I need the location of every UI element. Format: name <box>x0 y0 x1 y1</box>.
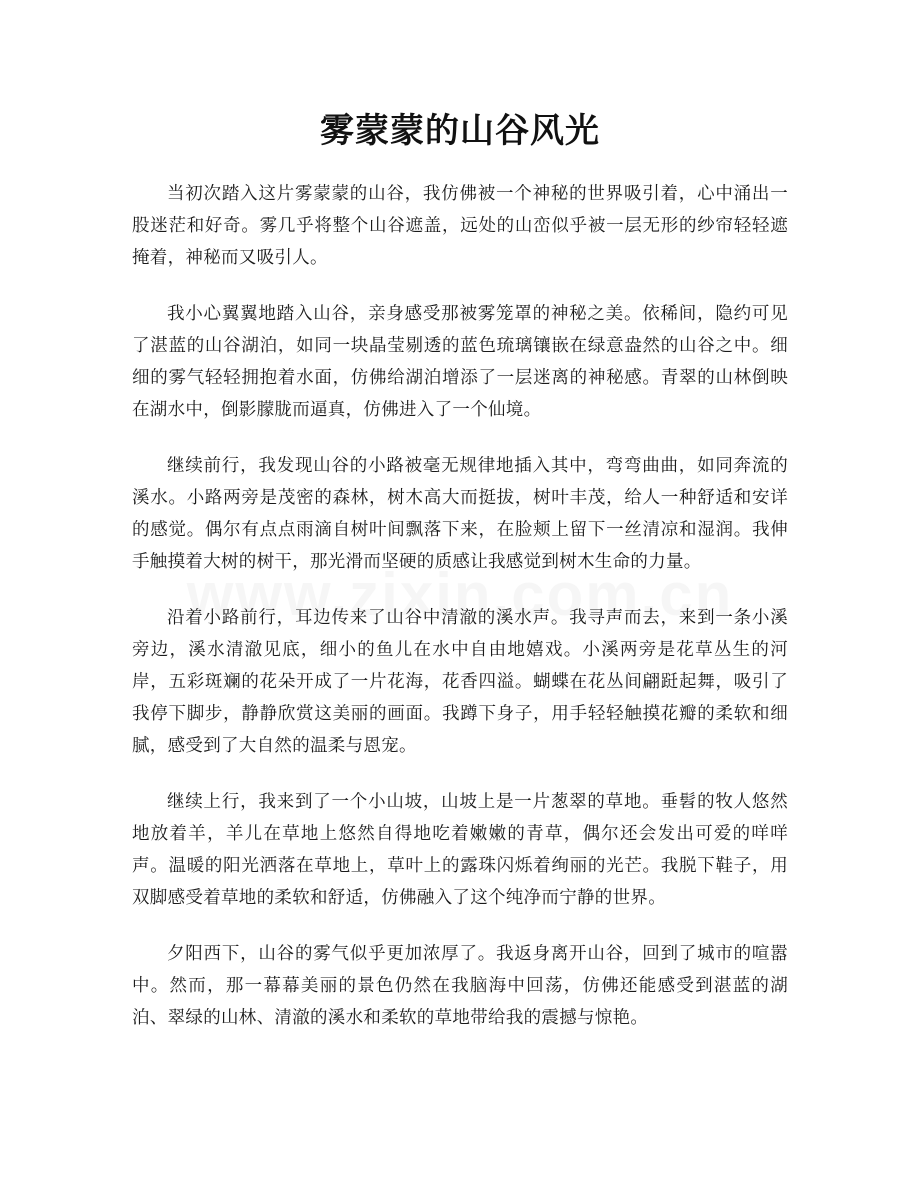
paragraph: 当初次踏入这片雾蒙蒙的山谷，我仿佛被一个神秘的世界吸引着，心中涌出一股迷茫和好奇。雾几乎将整个山谷遮盖，远处的山峦似乎被一层无形的纱帘轻轻遮掩着，神秘而又吸引人。 <box>132 184 788 268</box>
paragraph: 沿着小路前行，耳边传来了山谷中清澈的溪水声。我寻声而去，来到一条小溪旁边，溪水清澈见底，细小的鱼儿在水中自由地嬉戏。小溪两旁是花草丛生的河岸，五彩斑斓的花朵开成了一片花海，花香四溢。蝴蝶在花丛间翩跹起舞，吸引了我停下脚步，静静欣赏这美丽的画面。我蹲下身子，用手轻轻触摸花瓣的柔软和细腻，感受到了大自然的温柔与恩宠。 <box>132 608 788 756</box>
paragraph: 继续上行，我来到了一个小山坡，山坡上是一片葱翠的草地。垂髫的牧人悠然地放着羊，羊儿在草地上悠然自得地吃着嫩嫩的青草，偶尔还会发出可爱的咩咩声。温暖的阳光洒落在草地上，草叶上的露珠闪烁着绚丽的光芒。我脱下鞋子，用双脚感受着草地的柔软和舒适，仿佛融入了这个纯净而宁静的世界。 <box>132 792 788 908</box>
document-title: 雾蒙蒙的山谷风光 <box>320 111 600 151</box>
document-body <box>132 178 788 1058</box>
paragraph: 继续前行，我发现山谷的小路被毫无规律地插入其中，弯弯曲曲，如同奔流的溪水。小路两旁是茂密的森林，树木高大而挺拔，树叶丰茂，给人一种舒适和安详的感觉。偶尔有点点雨滴自树叶间飘落下来，在脸颊上留下一丝清凉和湿润。我伸手触摸着大树的树干，那光滑而坚硬的质感让我感觉到树木生命的力量。 <box>132 456 788 572</box>
paragraph: 夕阳西下，山谷的雾气似乎更加浓厚了。我返身离开山谷，回到了城市的喧嚣中。然而，那一幕幕美丽的景色仍然在我脑海中回荡，仿佛还能感受到湛蓝的湖泊、翠绿的山林、清澈的溪水和柔软的草地带给我的震撼与惊艳。 <box>132 944 788 1028</box>
paragraph: 我小心翼翼地踏入山谷，亲身感受那被雾笼罩的神秘之美。依稀间，隐约可见了湛蓝的山谷湖泊，如同一块晶莹剔透的蓝色琉璃镶嵌在绿意盎然的山谷之中。细细的雾气轻轻拥抱着水面，仿佛给湖泊增添了一层迷离的神秘感。青翠的山林倒映在湖水中，倒影朦胧而逼真，仿佛进入了一个仙境。 <box>132 304 788 420</box>
